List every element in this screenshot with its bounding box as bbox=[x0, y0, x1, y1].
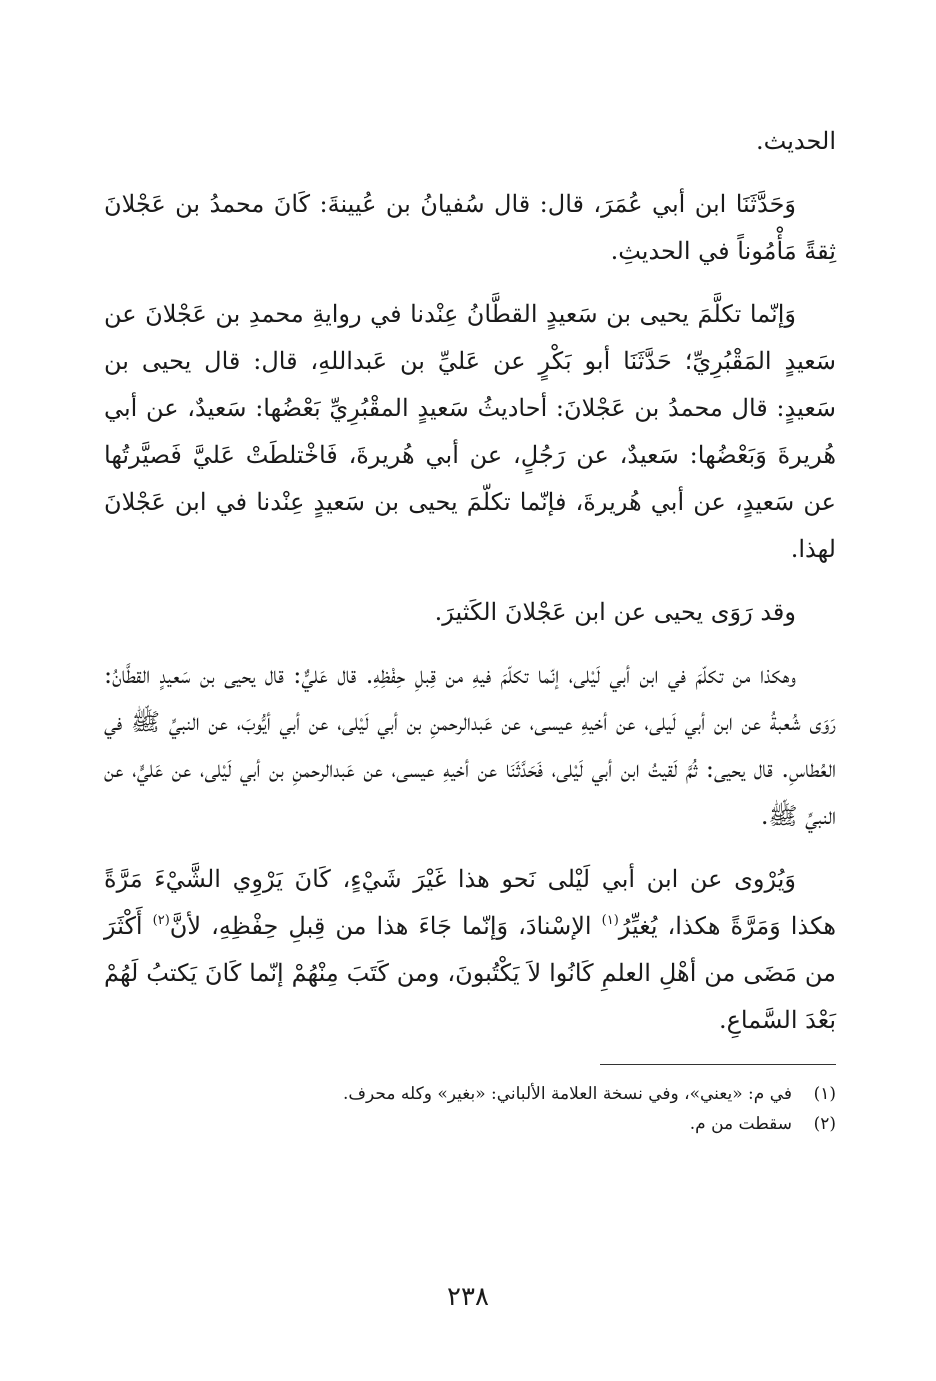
paragraph-text: وهكذا من تكلّمَ في ابن أبي لَيْلى، إنّما تكلّمَ فيهِ من قِبلِ حِفْظِهِ. قال عَليٌّ: قال يحيى بن سَعيدٍ القطَّانُ: رَوَى شُعبةُ عن ابن أبي لَيلى، عن أخيهِ عيسى، عن عَبدالرحمنِ بن أبي لَيْلى، عن أبي أيُّوبَ، عن النبيِّ ﷺ في العُطاسِ. قال يحيى: ثُمَّ لَقيتُ ابن أبي لَيْلى، فَحَدَّثَنَا عن أخيهِ عيسى، عن عَبدالرحمنِ بن أبي لَيْلى، عن عَليٍّ، عن النبيِّ ﷺ. bbox=[104, 661, 836, 830]
footnote-divider bbox=[600, 1064, 836, 1065]
footnote-number: (٢) bbox=[813, 1114, 836, 1134]
paragraph bbox=[104, 652, 836, 840]
footnote bbox=[104, 1109, 836, 1139]
footnote-ref: (١) bbox=[601, 913, 619, 928]
footnote bbox=[104, 1079, 836, 1109]
page-number: ٢٣٨ bbox=[447, 1282, 489, 1312]
paragraph-text: الإسْنادَ، وَإنّما جَاءَ هذا من قِبلِ حِفْظِهِ، لأنَّ bbox=[169, 912, 602, 940]
footnotes bbox=[104, 1079, 836, 1139]
paragraph bbox=[104, 118, 836, 165]
paragraph bbox=[104, 856, 836, 1044]
main-text bbox=[104, 118, 836, 1044]
footnote-ref: (٢) bbox=[152, 913, 170, 928]
paragraph-text: وَإنّما تكلَّمَ يحيى بن سَعيدٍ القطَّانُ عِنْدنا في روايةِ محمدِ بن عَجْلانَ عن سَعيدٍ المَقْبُرِيِّ؛ حَدَّثَنَا أبو بَكْرٍ عن عَليِّ بن عَبداللهِ، قال: قال يحيى بن سَعيدٍ: قال محمدُ بن عَجْلانَ: أحاديثُ سَعيدٍ المقْبُرِيِّ بَعْضُها: سَعيدٌ، عن أبي هُريرةَ وَبَعْضُها: سَعيدٌ، عن رَجُلٍ، عن أبي هُريرةَ، فَاخْتلطَتْ عَليَّ فَصيَّرتُها عن سَعيدٍ، عن أبي هُريرةَ، فإنّما تكلّمَ يحيى بن سَعيدٍ عِنْدنا في ابن عَجْلانَ لهذا. bbox=[104, 300, 836, 563]
paragraph-text: وَحَدَّثَنَا ابن أبي عُمَرَ، قال: قال سُفيانُ بن عُيينةَ: كَانَ محمدُ بن عَجْلانَ ثِقةً مَأْمُوناً في الحديثِ. bbox=[104, 190, 836, 265]
paragraph-text: أَكْثَرَ من مَضَى من أهْلِ العلمِ كَانُوا لاَ يَكْتُبونَ، ومن كَتَبَ مِنْهُمْ إنّما كَانَ يَكتبُ لَهُمْ بَعْدَ السَّماعِ. bbox=[104, 912, 836, 1034]
paragraph bbox=[104, 589, 836, 636]
paragraph-text: الحديث. bbox=[756, 127, 836, 155]
paragraph-text: وقد رَوَى يحيى عن ابن عَجْلانَ الكَثيرَ. bbox=[434, 598, 796, 626]
paragraph bbox=[104, 291, 836, 573]
footnote-text: سقطت من م. bbox=[689, 1114, 792, 1134]
footnote-text: في م: «يعني»، وفي نسخة العلامة الألباني: «بغير» وكله محرف. bbox=[343, 1084, 792, 1104]
paragraph-text: وَيُرْوى عن ابن أبي لَيْلى نَحو هذا غَيْرَ شَيْءٍ، كَانَ يَرْوِي الشَّيْءَ مَرَّةً هكذا وَمَرَّةً هكذا، يُغيِّرُ bbox=[104, 865, 836, 940]
paragraph bbox=[104, 181, 836, 275]
footnote-number: (١) bbox=[813, 1084, 836, 1104]
